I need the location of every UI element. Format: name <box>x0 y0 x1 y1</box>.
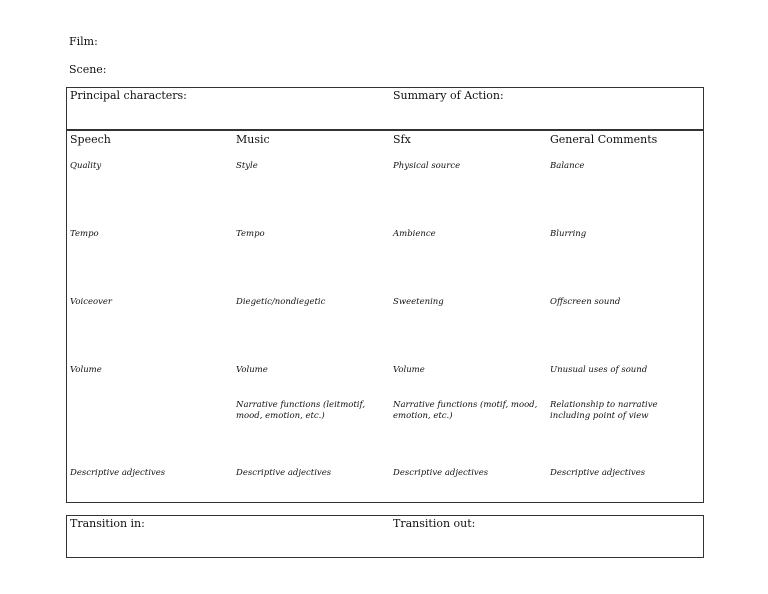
sound-analysis-grid <box>66 130 704 503</box>
sfx-descriptive-adjectives: Descriptive adjectives <box>393 468 489 478</box>
speech-descriptive-adjectives: Descriptive adjectives <box>70 468 166 478</box>
speech-quality: Quality <box>70 161 102 171</box>
general-offscreen-sound: Offscreen sound <box>550 297 621 307</box>
general-unusual-uses: Unusual uses of sound <box>550 365 648 375</box>
speech-tempo: Tempo <box>70 229 99 239</box>
general-relationship-narrative: Relationship to narrative including point of view <box>550 400 658 421</box>
music-narrative-functions: Narrative functions (leitmotif, mood, emotion, etc.) <box>236 400 366 421</box>
col-header-sfx: Sfx <box>393 133 411 146</box>
col-header-speech: Speech <box>70 133 111 146</box>
summary-of-action-label: Summary of Action: <box>393 89 504 102</box>
sfx-sweetening: Sweetening <box>393 297 444 307</box>
sfx-ambience: Ambience <box>393 229 436 239</box>
speech-voiceover: Voiceover <box>70 297 112 307</box>
music-tempo: Tempo <box>236 229 265 239</box>
music-diegetic: Diegetic/nondiegetic <box>236 297 326 307</box>
sfx-physical-source: Physical source <box>393 161 461 171</box>
general-descriptive-adjectives: Descriptive adjectives <box>550 468 646 478</box>
transition-in-label: Transition in: <box>70 517 145 530</box>
film-label: Film: <box>69 35 98 48</box>
general-blurring: Blurring <box>550 229 587 239</box>
col-header-general-comments: General Comments <box>550 133 658 146</box>
col-header-music: Music <box>236 133 270 146</box>
speech-volume: Volume <box>70 365 102 375</box>
sfx-volume: Volume <box>393 365 425 375</box>
transition-out-label: Transition out: <box>393 517 476 530</box>
music-descriptive-adjectives: Descriptive adjectives <box>236 468 332 478</box>
music-volume: Volume <box>236 365 268 375</box>
scene-label: Scene: <box>69 63 107 76</box>
principal-characters-label: Principal characters: <box>70 89 187 102</box>
sfx-narrative-functions: Narrative functions (motif, mood, emotion, etc.) <box>393 400 538 421</box>
music-style: Style <box>236 161 258 171</box>
general-balance: Balance <box>550 161 585 171</box>
principal-summary-box <box>66 87 704 130</box>
transition-box <box>66 515 704 558</box>
